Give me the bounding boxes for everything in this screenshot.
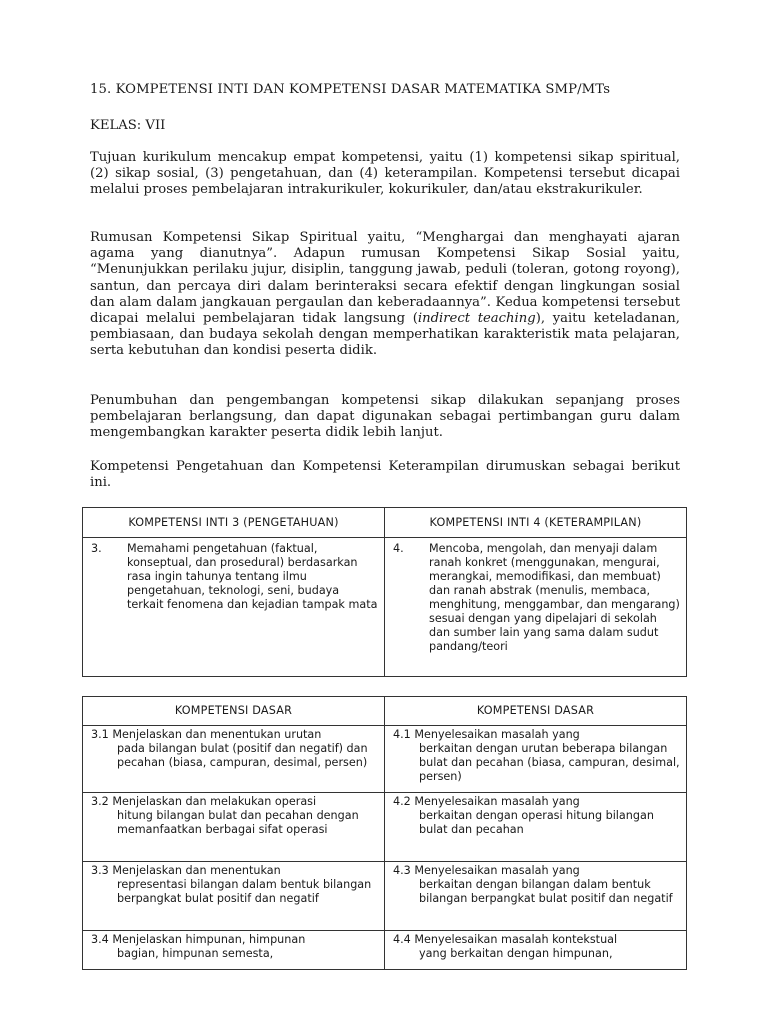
table-header-row [83,697,687,726]
kd-4-3-continuation: berkaitan dengan bilangan dalam bentuk bilangan berpangkat bulat positif dan negatif [419,878,673,905]
ki3-cell [83,538,385,677]
ki3-number: 3. [91,542,102,555]
kd-3-3 [83,862,385,931]
kd-4-2-continuation: berkaitan dengan operasi hitung bilangan bulat dan pecahan [419,809,654,836]
ki4-cell [385,538,687,677]
table-row [83,793,687,862]
kd-4-3 [385,862,687,931]
table-row [83,538,687,677]
ki4-text: Mencoba, mengolah, dan menyaji dalam ranah konkret (menggunakan, mengurai, merangkai, memodifikasi, dan membuat) dan ranah abstrak (menulis, membaca, menghitung, menggambar, dan mengarang) sesuai dengan yang dipelajari di sekolah dan sumber lain yang sama dalam sudut pandang/teori [429,542,680,653]
ki4-number: 4. [393,542,404,555]
kd-4-2 [385,793,687,862]
paragraph-1: Tujuan kurikulum mencakup empat kompetensi, yaitu (1) kompetensi sikap spiritual, (2) sikap sosial, (3) pengetahuan, dan (4) keterampilan. Kompetensi tersebut dicapai melalui proses pembelajaran intrakurikuler, kokurikuler, dan/atau ekstrakurikuler. [90,150,680,198]
kd-3-4-continuation: bagian, himpunan semesta, [117,947,274,960]
paragraph-4: Kompetensi Pengetahuan dan Kompetensi Keterampilan dirumuskan sebagai berikut ini. [90,459,680,491]
kompetensi-dasar-table [82,696,687,970]
kd-3-3-continuation: representasi bilangan dalam bentuk bilangan berpangkat bulat positif dan negatif [117,878,372,905]
ki3-text: Memahami pengetahuan (faktual, konseptual, dan prosedural) berdasarkan rasa ingin tahunya tentang ilmu pengetahuan, teknologi, seni, budaya terkait fenomena dan kejadian tampak mata [127,542,378,611]
kd-3-4-first-line: 3.4 Menjelaskan himpunan, himpunan [91,933,306,946]
kd-3-1 [83,726,385,793]
kd-4-3-first-line: 4.3 Menyelesaikan masalah yang [393,864,580,877]
kd-3-2-continuation: hitung bilangan bulat dan pecahan dengan memanfaatkan berbagai sifat operasi [117,809,359,836]
document-heading: 15. KOMPETENSI INTI DAN KOMPETENSI DASAR MATEMATIKA SMP/MTs [90,82,611,97]
kompetensi-inti-table [82,507,687,677]
kd-right-header: KOMPETENSI DASAR [385,697,687,726]
kd-3-3-first-line: 3.3 Menjelaskan dan menentukan [91,864,281,877]
kd-3-1-first-line: 3.1 Menjelaskan dan menentukan urutan [91,728,322,741]
kd-3-2 [83,793,385,862]
kd-3-4 [83,931,385,970]
paragraph-2-part-b: ), yaitu keteladanan, pembiasaan, dan budaya sekolah dengan memperhatikan karakteristik mata pelajaran, serta kebutuhan dan kondisi peserta didik. [90,311,680,359]
kd-left-header: KOMPETENSI DASAR [83,697,385,726]
paragraph-2-italic-term: indirect teaching [417,311,536,327]
paragraph-2-part-a: Rumusan Kompetensi Sikap Spiritual yaitu, “Menghargai dan menghayati ajaran agama yang dianutnya”. Adapun rumusan Kompetensi Sikap Sosial yaitu, “Menunjukkan perilaku jujur, disiplin, tanggung jawab, peduli (toleran, gotong royong), santun, dan percaya diri dalam berinteraksi secara efektif dengan lingkungan sosial dan alam dalam jangkauan pergaulan dan keberadaannya”. Kedua kompetensi tersebut dicapai melalui pembelajaran tidak langsung ( [90,230,680,327]
kd-3-2-first-line: 3.2 Menjelaskan dan melakukan operasi [91,795,317,808]
ki4-header: KOMPETENSI INTI 4 (KETERAMPILAN) [385,508,687,538]
kd-4-4-continuation: yang berkaitan dengan himpunan, [419,947,613,960]
table-row [83,862,687,931]
kd-4-4-first-line: 4.4 Menyelesaikan masalah kontekstual [393,933,618,946]
kd-4-2-first-line: 4.2 Menyelesaikan masalah yang [393,795,580,808]
kd-4-1-continuation: berkaitan dengan urutan beberapa bilangan bulat dan pecahan (biasa, campuran, desimal, persen) [419,742,680,783]
kd-4-1 [385,726,687,793]
class-label: KELAS: VII [90,118,166,133]
table-row [83,726,687,793]
table-header-row [83,508,687,538]
table-row [83,931,687,970]
kd-3-1-continuation: pada bilangan bulat (positif dan negatif) dan pecahan (biasa, campuran, desimal, persen) [117,742,368,769]
kd-4-1-first-line: 4.1 Menyelesaikan masalah yang [393,728,580,741]
kd-4-4 [385,931,687,970]
paragraph-3: Penumbuhan dan pengembangan kompetensi sikap dilakukan sepanjang proses pembelajaran berlangsung, dan dapat digunakan sebagai pertimbangan guru dalam mengembangkan karakter peserta didik lebih lanjut. [90,393,680,441]
paragraph-2 [90,230,680,360]
ki3-header: KOMPETENSI INTI 3 (PENGETAHUAN) [83,508,385,538]
